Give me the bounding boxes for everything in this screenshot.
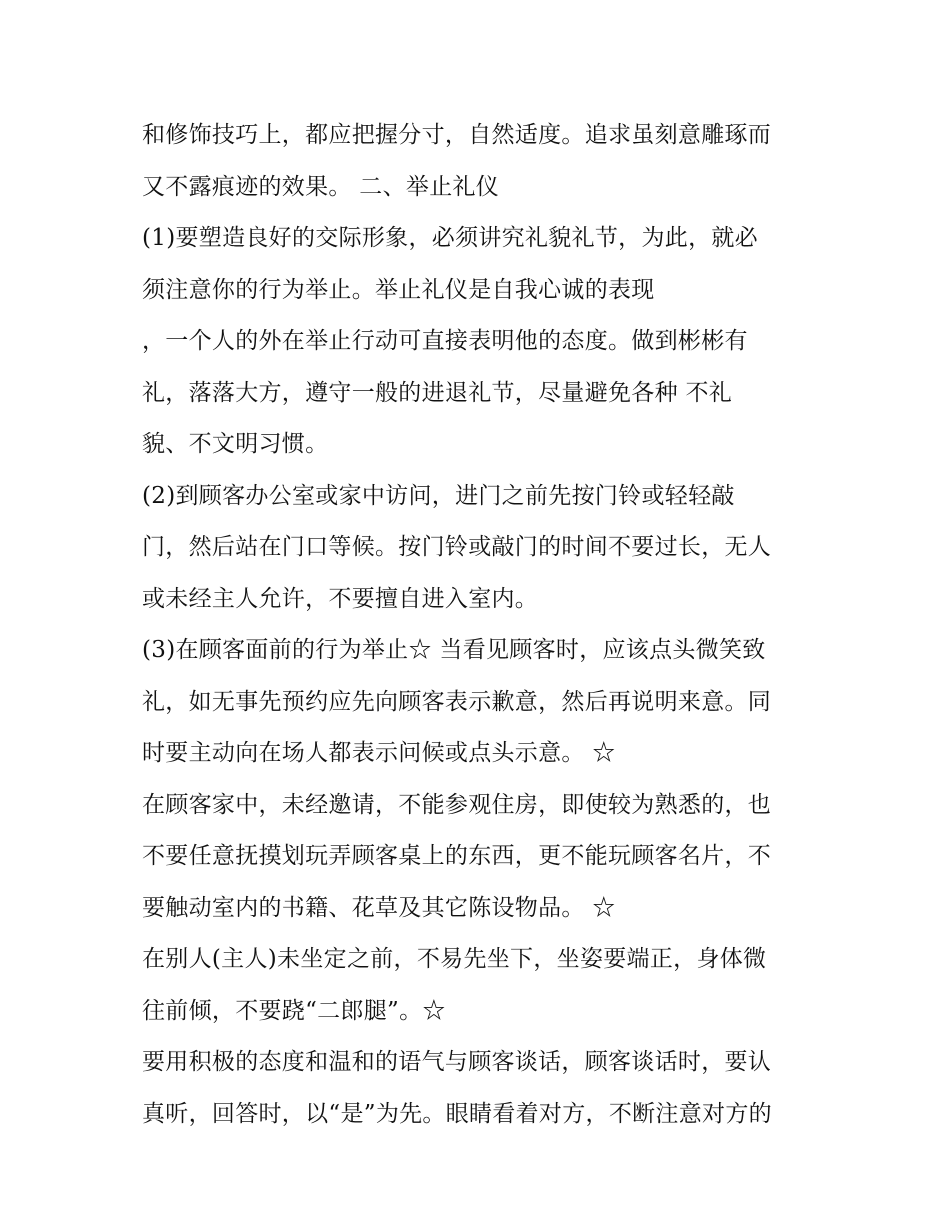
- text-line: 要用积极的态度和温和的语气与顾客谈话，顾客谈话时，要认: [142, 1049, 772, 1075]
- text-line: (3)在顾客面前的行为举止☆ 当看见顾客时，应该点头微笑致: [142, 637, 766, 663]
- text-line: 不要任意抚摸划玩弄顾客桌上的东西，更不能玩顾客名片，不: [142, 843, 772, 869]
- text-line: 时要主动向在场人都表示问候或点头示意。 ☆: [142, 740, 616, 766]
- text-line: 须注意你的行为举止。举止礼仪是自我心诚的表现: [142, 276, 655, 303]
- text-line: 要触动室内的书籍、花草及其它陈设物品。 ☆: [142, 894, 616, 921]
- text-line: 或未经主人允许，不要擅自进入室内。: [142, 585, 539, 612]
- text-line: 又不露痕迹的效果。 二、举止礼仪: [142, 173, 500, 200]
- text-line: 在顾客家中，未经邀请，不能参观住房，即使较为熟悉的，也: [142, 791, 772, 818]
- text-line: ，一个人的外在举止行动可直接表明他的态度。做到彬彬有: [142, 328, 748, 354]
- text-line: 往前倾，不要跷“二郎腿”。☆: [142, 997, 446, 1024]
- text-line: (1)要塑造良好的交际形象，必须讲究礼貌礼节，为此，就必: [142, 225, 758, 251]
- text-line: 礼，如无事先预约应先向顾客表示歉意，然后再说明来意。同: [142, 688, 772, 715]
- body-text: [142, 110, 832, 1140]
- text-line: 和修饰技巧上，都应把握分寸，自然适度。追求虽刻意雕琢而: [142, 122, 772, 148]
- text-line: 礼，落落大方，遵守一般的进退礼节，尽量避免各种 不礼: [142, 379, 733, 406]
- text-line: (2)到顾客办公室或家中访问，进门之前先按门铃或轻轻敲: [142, 482, 735, 509]
- text-line: 门，然后站在门口等候。按门铃或敲门的时间不要过长，无人: [142, 534, 772, 560]
- text-line: 在别人(主人)未坐定之前，不易先坐下，坐姿要端正，身体微: [142, 946, 767, 972]
- text-line: 貌、不文明习惯。: [142, 431, 329, 457]
- text-line: 真听，回答时，以“是”为先。眼睛看着对方，不断注意对方的: [142, 1100, 772, 1127]
